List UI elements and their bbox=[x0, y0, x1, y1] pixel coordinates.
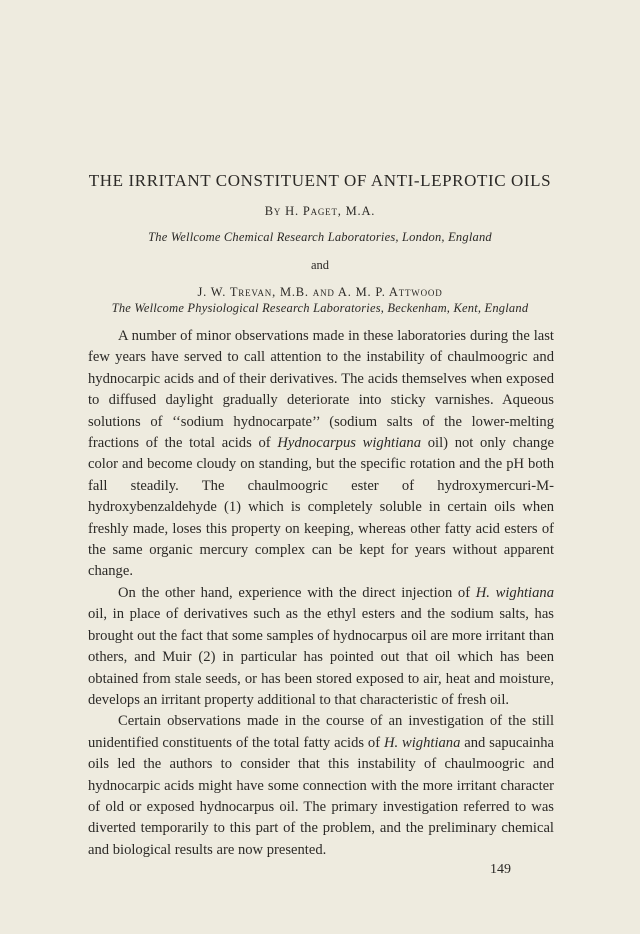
affiliation-2: The Wellcome Physiological Research Laboratories, Beckenham, Kent, England bbox=[111, 301, 529, 315]
paragraph-2-part-b: oil, in place of derivatives such as the ethyl esters and the sodium salts, has brought out the fact that some samples of hydnocarpus oil are more irritant than others, and Muir (2) in particular has pointed out that oil which has been obtained from stale seeds, or has been stored exposed to air, heat and moisture, develops an irritant property additional to that characteristic of fresh oil. bbox=[88, 606, 554, 708]
paragraph-3-part-b: and sapucainha oils led the authors to consider that this instability of chaulmoogric and hydnocarpic acids might have some connection with the more irritant character of old or exposed hydnocarpus oil. The primary investigation referred to was diverted temporarily to this part of the problem, and the preliminary chemical and biological results are now presented. bbox=[88, 734, 555, 858]
paragraph-1 bbox=[88, 326, 554, 583]
author-byline-2: J. W. Trevan, M.B. and A. M. P. Attwood bbox=[197, 285, 443, 299]
page-number: 149 bbox=[490, 862, 511, 877]
affiliation-1: The Wellcome Chemical Research Laboratories, London, England bbox=[148, 230, 492, 244]
paragraph-1-part-a: A number of minor observations made in these laboratories during the last few years have served to call attention to the instability of chaulmoogric and hydnocarpic acids and of their derivatives. The acids themselves when exposed to diffused daylight gradually deteriorate into sticky varnishes. Aqueous solutions of ‘‘sodium hydnocarpate’’ (sodium salts of the lower-melting fractions of the total acids of bbox=[88, 328, 554, 452]
paragraph-3 bbox=[88, 711, 554, 861]
article-title: THE IRRITANT CONSTITUENT OF ANTI-LEPROTIC OILS bbox=[88, 171, 552, 190]
paragraph-2 bbox=[88, 583, 554, 711]
author-byline-1: By H. Paget, M.A. bbox=[264, 204, 376, 218]
paragraph-3-part-a: Certain observations made in the course of an investigation of the still unidentified constituents of the total fatty acids of bbox=[88, 713, 554, 751]
paragraph-1-italic: Hydnocarpus wightiana bbox=[277, 435, 422, 452]
paragraph-3-italic: H. wightiana bbox=[383, 734, 461, 751]
paragraph-2-italic: H. wightiana bbox=[475, 584, 555, 601]
paragraph-2-part-a: On the other hand, experience with the direct injection of bbox=[118, 584, 476, 601]
article-body bbox=[88, 326, 554, 861]
paragraph-1-part-b: oil) not only change color and become cloudy on standing, but the specific rotation and the pH both fall steadily. The chaulmoogric ester of hydroxymercuri-M-hydroxybenzaldehyde (1) which is completely soluble in certain oils when freshly made, loses this property on keeping, whereas other fatty acid esters of the same organic mercury complex can be kept for years without apparent change. bbox=[88, 435, 555, 580]
and-separator: and bbox=[310, 258, 330, 272]
